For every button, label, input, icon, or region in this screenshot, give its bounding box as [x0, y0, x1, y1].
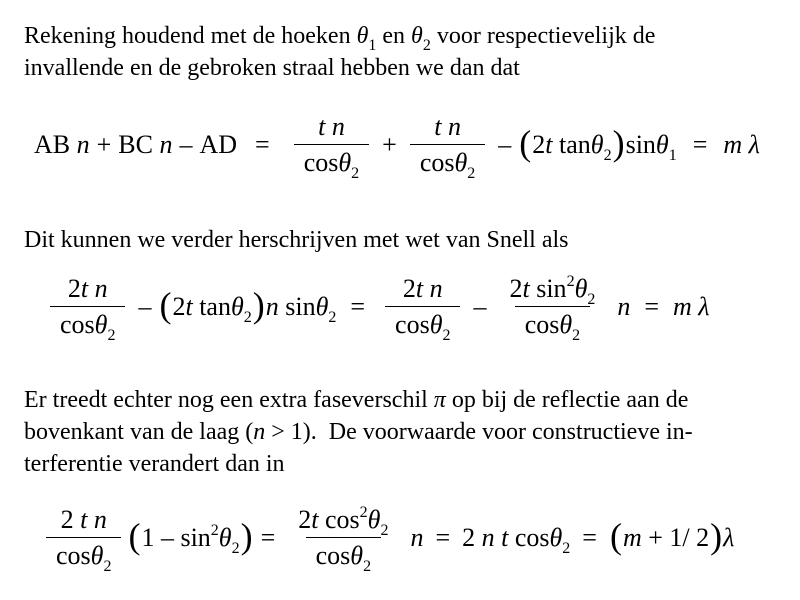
paragraph-2: Dit kunnen we verder herschrijven met wet van Snell als — [24, 227, 569, 253]
fraction: $\frac{\text{2t n}}{\cos\theta_2}$ — [385, 274, 460, 340]
fraction: $\frac{\text{2 t n}}{\cos\theta_2}$ — [46, 505, 121, 571]
paragraph-3: Er treedt echter nog een extra faseverschil π op bij de reflectie aan de bovenkant van de laag (n > 1). De voorwaarde voor constructieve in- terferentie verandert dan in — [24, 387, 693, 477]
equation-2: $\frac{\text{2t n}}{\cos\theta_2}$ – ( 2t tanθ$_2$ ) n sinθ$_2$ = $\frac{\text{2t n}}{\cos\theta_2}$ – $\frac{2t \sin^2\theta_2}{\cos\theta_2}$ n = m λ — [44, 274, 710, 340]
fraction: $\frac{\text{t n}}{\cos\theta_2}$ — [410, 112, 485, 178]
fraction: $\frac{\text{2t n}}{\cos\theta_2}$ — [50, 274, 125, 340]
equation-3: $\frac{\text{2 t n}}{\cos\theta_2}$ ( $1 - \sin^2\theta_2$ ) = $\frac{2t \cos^2\theta_2}{\cos\theta_2}$ n = 2 n t cosθ$_2$ = ( m + 1/ 2 ) λ — [40, 505, 734, 571]
fraction: $\frac{2t \sin^2\theta_2}{\cos\theta_2}$ — [509, 273, 596, 344]
equation-1: AB n + BC n – AD = $\frac{\text{t n}}{\cos\theta_2}$ + $\frac{\text{t n}}{\cos\theta_2}$ – ( 2t tanθ$_2$ ) sinθ$_1$ = m λ — [34, 112, 760, 182]
paragraph-1: Rekening houdend met de hoeken $\theta_1$ en $\theta_2$ voor respectievelijk de invallende en de gebroken straal hebben we dan dat — [24, 23, 656, 81]
fraction: $\frac{2t \cos^2\theta_2}{\cos\theta_2}$ — [298, 504, 389, 575]
fraction: $\frac{\text{t n}}{\cos\theta_2}$ — [294, 112, 369, 178]
